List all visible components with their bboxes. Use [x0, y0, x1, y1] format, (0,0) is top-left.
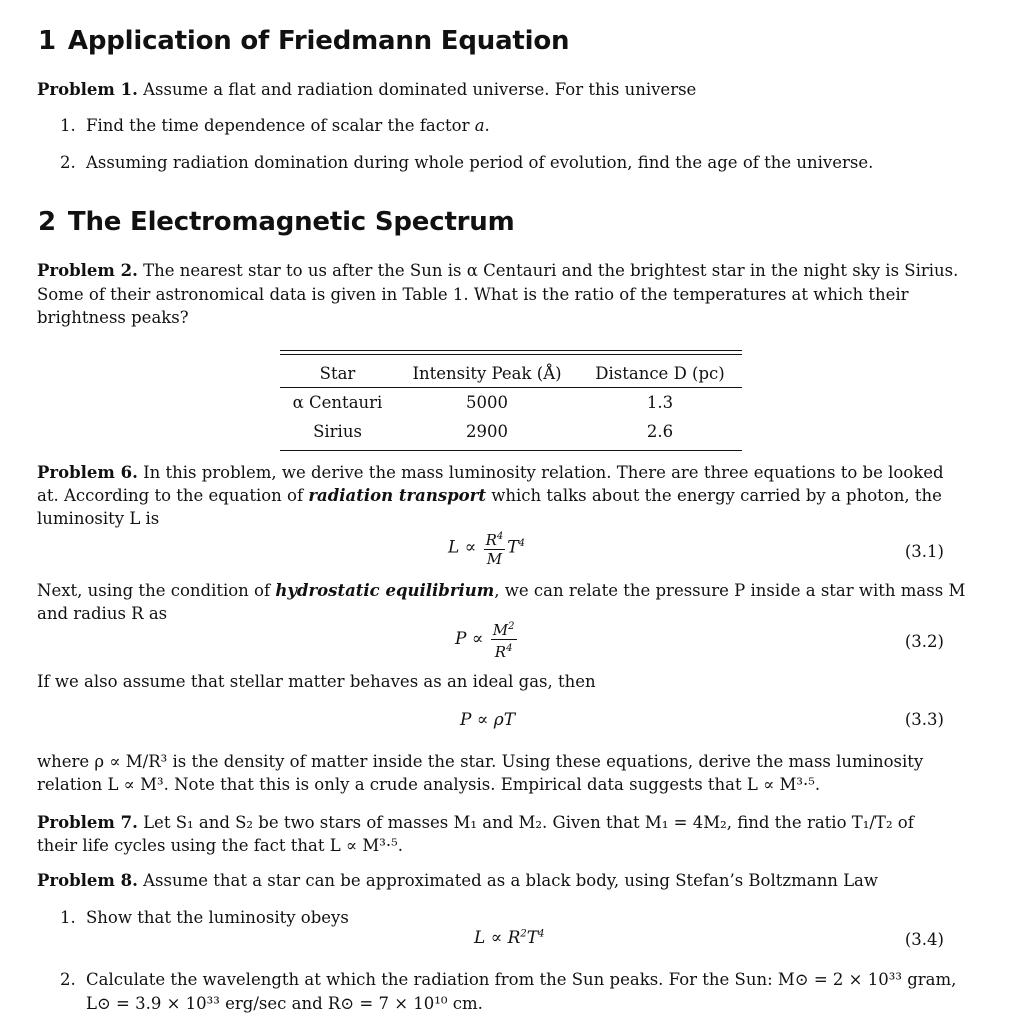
table-cell: 2.6 — [646, 422, 674, 441]
problem-2-line-3: brightness peaks? — [37, 308, 189, 327]
equation-3-2: P ∝ $\frac{M^2}{R^4}$ — [455, 618, 519, 661]
problem-label: Problem 6. — [37, 463, 138, 482]
problem-6-mid-1: Next, using the condition of hydrostatic equilibrium, we can relate the pressure P inside a star with mass M — [37, 581, 966, 600]
section-heading-2 — [38, 207, 515, 237]
problem-label: Problem 8. — [37, 871, 138, 890]
table-rule-mid — [280, 387, 742, 388]
section-number: 2 — [38, 207, 56, 237]
table-rule-top — [280, 350, 742, 351]
list-item: 2. Calculate the wavelength at which the radiation from the Sun peaks. For the Sun: M⊙ = 2 × 10³³ gram, — [60, 970, 957, 989]
equation-3-4: $L \propto R^2T^4$ — [474, 928, 545, 948]
table-cell: 2900 — [466, 422, 508, 441]
equation-number: (3.1) — [904, 542, 944, 561]
problem-label: Problem 1. — [37, 80, 138, 99]
problem-6-line-1: Problem 6. In this problem, we derive the mass luminosity relation. There are three equations to be looked — [37, 463, 944, 482]
problem-6-mid-3: If we also assume that stellar matter behaves as an ideal gas, then — [37, 672, 596, 691]
table-header-intensity: Intensity Peak (Å) — [412, 364, 562, 383]
equation-3-1: L ∝ $\frac{R^4}{M}$ $T^4$ — [448, 528, 525, 568]
section-number: 1 — [38, 26, 56, 56]
table-rule-top-2 — [280, 354, 742, 355]
equation-number: (3.2) — [904, 632, 944, 651]
table-header-star: Star — [319, 364, 356, 383]
section-heading-1 — [38, 26, 569, 56]
problem-7-line-2: their life cycles using the fact that L ∝ M³·⁵. — [37, 836, 403, 855]
equation-number: (3.4) — [904, 930, 944, 949]
problem-1-intro — [37, 79, 696, 101]
table-cell: 1.3 — [646, 393, 674, 412]
table-cell: Sirius — [313, 422, 362, 441]
problem-6-line-3: luminosity L is — [37, 509, 160, 528]
list-item-continuation: L⊙ = 3.9 × 10³³ erg/sec and R⊙ = 7 × 10¹⁰ cm. — [86, 994, 483, 1013]
problem-2-line-2: Some of their astronomical data is given in Table 1. What is the ratio of the temperatures at which their — [37, 285, 909, 304]
problem-6-end-1: where ρ ∝ M/R³ is the density of matter inside the star. Using these equations, derive the mass luminosity — [37, 752, 924, 771]
problem-7-line-1: Problem 7. Let S₁ and S₂ be two stars of masses M₁ and M₂. Given that M₁ = 4M₂, find the ratio T₁/T₂ of — [37, 813, 914, 832]
section-title: The Electromagnetic Spectrum — [67, 207, 515, 237]
problem-2-line-1: Problem 2. The nearest star to us after the Sun is α Centauri and the brightest star in the night sky is Sirius. — [37, 261, 959, 280]
problem-label: Problem 7. — [37, 813, 138, 832]
table-cell: 5000 — [466, 393, 508, 412]
section-title: Application of Friedmann Equation — [67, 26, 570, 56]
table-cell: α Centauri — [292, 393, 383, 412]
equation-3-3: P ∝ ρT — [460, 710, 516, 730]
problem-label: Problem 2. — [37, 261, 138, 280]
list-item: 1. Find the time dependence of scalar the factor a. — [60, 116, 490, 135]
list-item: 1. Show that the luminosity obeys — [60, 908, 349, 927]
equation-number: (3.3) — [904, 710, 944, 729]
problem-6-mid-2: and radius R as — [37, 604, 168, 623]
problem-8-intro: Problem 8. Assume that a star can be approximated as a black body, using Stefan’s Boltzmann Law — [37, 871, 878, 890]
table-header-distance: Distance D (pc) — [595, 364, 725, 383]
table-rule-bottom — [280, 450, 742, 451]
problem-6-line-2: at. According to the equation of radiation transport which talks about the energy carried by a photon, the — [37, 486, 942, 505]
problem-text: Assume a flat and radiation dominated universe. For this universe — [143, 80, 697, 99]
problem-6-end-2: relation L ∝ M³. Note that this is only a crude analysis. Empirical data suggests that L ∝ M³·⁵. — [37, 775, 821, 794]
list-item: 2. Assuming radiation domination during whole period of evolution, find the age of the universe. — [60, 153, 874, 172]
